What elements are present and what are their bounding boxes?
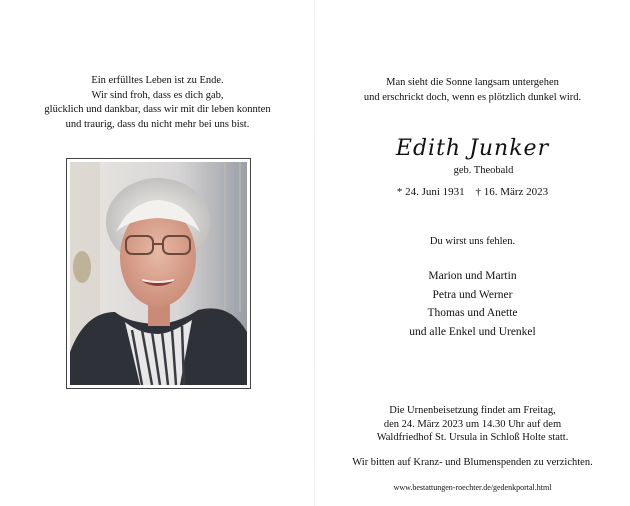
service-line: Waldfriedhof St. Ursula in Schloß Holte statt. <box>376 432 569 443</box>
birth-name: geb. Theobald <box>453 165 514 176</box>
memorial-portal-link[interactable]: www.bestattungen-roechter.de/gedenkportal.html <box>393 483 552 492</box>
left-poem <box>0 74 315 132</box>
deceased-name: Edith Junker <box>395 136 550 161</box>
service-line: den 24. März 2023 um 14.30 Uhr auf dem <box>383 418 562 430</box>
life-dates <box>315 186 630 198</box>
mourners-list <box>315 267 630 341</box>
mourner-entry: und alle Enkel und Urenkel <box>409 325 536 338</box>
portrait-photo-frame <box>66 158 251 389</box>
left-poem-line: Wir sind froh, dass es dich gab, <box>91 89 224 101</box>
right-page <box>315 0 630 506</box>
mourner-entry: Petra und Werner <box>432 288 513 301</box>
birth-date: * 24. Juni 1931 <box>396 186 465 198</box>
mourner-entry: Thomas und Anette <box>427 307 518 319</box>
right-poem <box>315 76 630 105</box>
death-date: † 16. März 2023 <box>475 186 549 198</box>
farewell-line: Du wirst uns fehlen. <box>429 236 516 247</box>
mourner-entry: Marion und Martin <box>428 270 517 282</box>
left-poem-line: Ein erfülltes Leben ist zu Ende. <box>91 75 224 86</box>
left-poem-line: glücklich und dankbar, dass wir mit dir leben konnten <box>44 104 271 115</box>
service-line: Die Urnenbeisetzung findet am Freitag, <box>389 405 556 416</box>
service-notice <box>315 404 630 445</box>
left-poem-line: und traurig, dass du nicht mehr bei uns bist. <box>65 118 250 130</box>
right-poem-line: und erschrickt doch, wenn es plötzlich dunkel wird. <box>363 91 582 103</box>
donation-notice: Wir bitten auf Kranz- und Blumenspenden zu verzichten. <box>352 457 593 468</box>
portrait-photo <box>70 162 247 385</box>
right-poem-line: Man sieht die Sonne langsam untergehen <box>386 77 559 88</box>
